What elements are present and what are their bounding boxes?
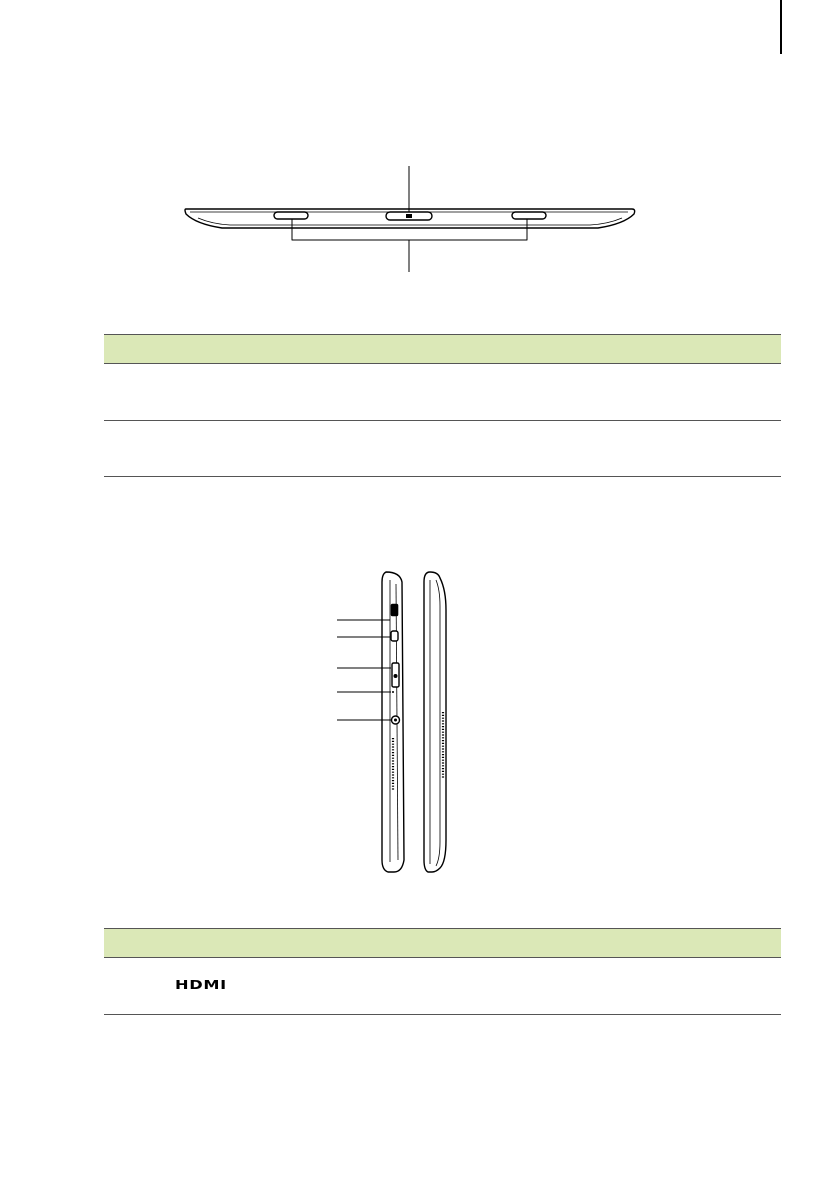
tablet-side-views-figure xyxy=(337,572,446,872)
table-row xyxy=(104,958,781,1015)
table-row xyxy=(104,364,781,421)
table-header xyxy=(104,928,781,958)
top-view-table xyxy=(104,334,781,477)
hdmi-icon: HDMI xyxy=(175,978,227,992)
tablet-top-view-figure xyxy=(185,166,635,272)
table-header xyxy=(104,334,781,364)
side-view-table xyxy=(104,928,781,1015)
table-row xyxy=(104,421,781,477)
